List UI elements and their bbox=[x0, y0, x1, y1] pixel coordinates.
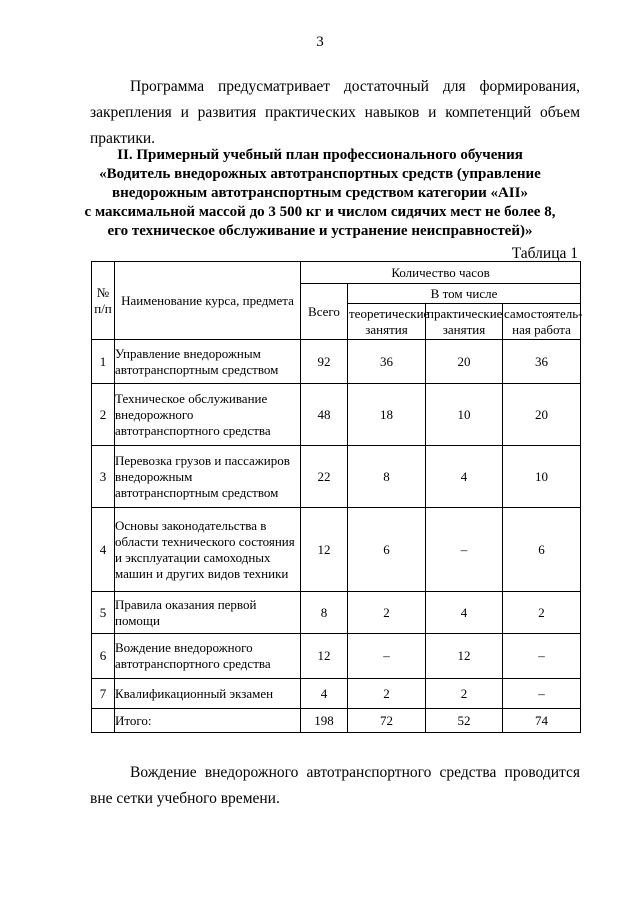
row-name: Основы законодательства в области технического состояния и эксплуатации самоходных машин и других видов техники bbox=[115, 508, 301, 592]
total-selfwork: 74 bbox=[503, 709, 581, 733]
table-row bbox=[92, 384, 581, 446]
row-name: Перевозка грузов и пассажиров внедорожным автотранспортным средством bbox=[115, 446, 301, 508]
closing-paragraph: Вождение внедорожного автотранспортного средства проводится вне сетки учебного времени. bbox=[90, 763, 580, 807]
row-practice: 10 bbox=[426, 384, 503, 446]
table-caption: Таблица 1 bbox=[511, 245, 578, 262]
row-num: 5 bbox=[92, 592, 115, 634]
row-theory: 18 bbox=[348, 384, 426, 446]
row-total: 4 bbox=[301, 679, 348, 709]
row-theory: 36 bbox=[348, 340, 426, 384]
row-theory: – bbox=[348, 634, 426, 679]
row-selfwork: 6 bbox=[503, 508, 581, 592]
row-selfwork: 2 bbox=[503, 592, 581, 634]
curriculum-table bbox=[91, 261, 581, 733]
row-theory: 6 bbox=[348, 508, 426, 592]
total-num bbox=[92, 709, 115, 733]
row-total: 8 bbox=[301, 592, 348, 634]
row-total: 12 bbox=[301, 634, 348, 679]
table-row bbox=[92, 679, 581, 709]
table-row bbox=[92, 340, 581, 384]
total-theory: 72 bbox=[348, 709, 426, 733]
row-practice: 4 bbox=[426, 592, 503, 634]
row-total: 22 bbox=[301, 446, 348, 508]
heading-line: его техническое обслуживание и устранение неисправностей)» bbox=[107, 223, 533, 239]
table-row bbox=[92, 446, 581, 508]
row-total: 48 bbox=[301, 384, 348, 446]
table-row bbox=[92, 508, 581, 592]
section-heading bbox=[60, 146, 580, 241]
intro-paragraph: Программа предусматривает достаточный для формирования, закрепления и развития практических навыков и компетенций объем практики. bbox=[90, 77, 580, 147]
row-practice: – bbox=[426, 508, 503, 592]
row-name: Техническое обслуживание внедорожного автотранспортного средства bbox=[115, 384, 301, 446]
row-num: 7 bbox=[92, 679, 115, 709]
row-name: Вождение внедорожного автотранспортного средства bbox=[115, 634, 301, 679]
row-practice: 4 bbox=[426, 446, 503, 508]
heading-line: II. Примерный учебный план профессионального обучения bbox=[117, 147, 523, 163]
header-num: № п/п bbox=[92, 262, 115, 340]
row-total: 12 bbox=[301, 508, 348, 592]
total-total: 198 bbox=[301, 709, 348, 733]
row-num: 6 bbox=[92, 634, 115, 679]
row-selfwork: – bbox=[503, 679, 581, 709]
row-selfwork: 36 bbox=[503, 340, 581, 384]
row-practice: 2 bbox=[426, 679, 503, 709]
row-selfwork: – bbox=[503, 634, 581, 679]
heading-line: внедорожным автотранспортным средством категории «АII» bbox=[112, 185, 528, 201]
row-theory: 2 bbox=[348, 592, 426, 634]
header-including: В том числе bbox=[348, 284, 581, 304]
heading-line: «Водитель внедорожных автотранспортных средств (управление bbox=[99, 166, 541, 182]
page-number: 3 bbox=[316, 34, 324, 50]
row-total: 92 bbox=[301, 340, 348, 384]
total-row bbox=[92, 709, 581, 733]
row-selfwork: 10 bbox=[503, 446, 581, 508]
row-theory: 2 bbox=[348, 679, 426, 709]
row-practice: 20 bbox=[426, 340, 503, 384]
heading-line: с максимальной массой до 3 500 кг и числом сидячих мест не более 8, bbox=[84, 204, 556, 220]
table-row bbox=[92, 592, 581, 634]
total-label: Итого: bbox=[115, 709, 301, 733]
total-practice: 52 bbox=[426, 709, 503, 733]
row-name: Квалификационный экзамен bbox=[115, 679, 301, 709]
row-num: 3 bbox=[92, 446, 115, 508]
row-selfwork: 20 bbox=[503, 384, 581, 446]
header-hours: Количество часов bbox=[301, 262, 581, 284]
header-selfwork: самостоятель-ная работа bbox=[503, 304, 581, 340]
row-theory: 8 bbox=[348, 446, 426, 508]
row-name: Правила оказания первой помощи bbox=[115, 592, 301, 634]
row-practice: 12 bbox=[426, 634, 503, 679]
row-num: 4 bbox=[92, 508, 115, 592]
header-total: Всего bbox=[301, 284, 348, 340]
header-practice: практические занятия bbox=[426, 304, 503, 340]
table-row bbox=[92, 634, 581, 679]
header-name: Наименование курса, предмета bbox=[115, 262, 301, 340]
row-name: Управление внедорожным автотранспортным средством bbox=[115, 340, 301, 384]
row-num: 1 bbox=[92, 340, 115, 384]
row-num: 2 bbox=[92, 384, 115, 446]
header-theory: теоретические занятия bbox=[348, 304, 426, 340]
